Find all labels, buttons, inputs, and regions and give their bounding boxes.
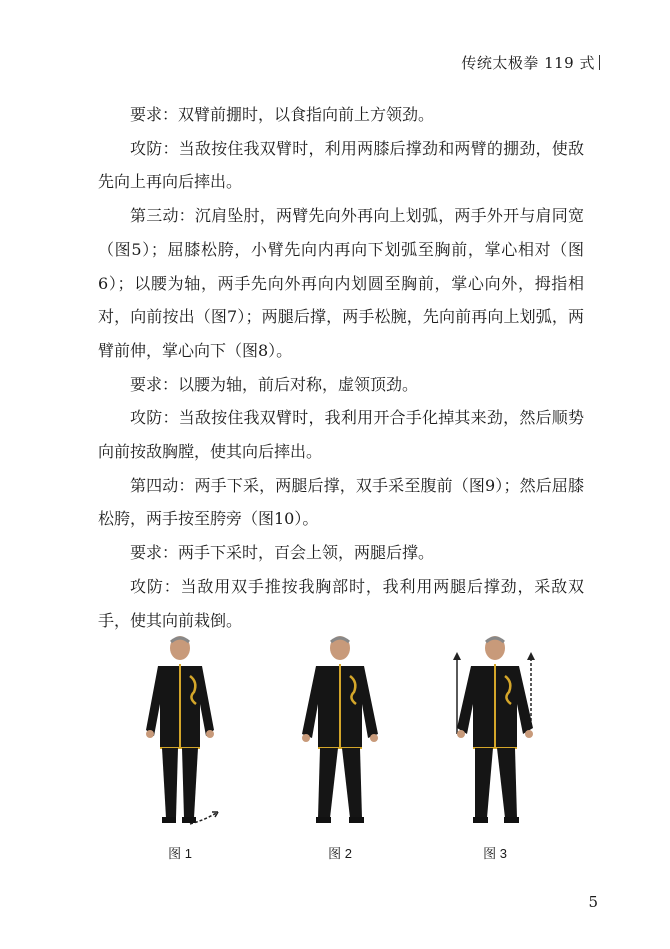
- header-divider: [599, 55, 600, 70]
- page-number: 5: [588, 893, 598, 911]
- paragraph: 要求：两手下采时，百会上领，两腿后撑。: [130, 543, 435, 563]
- paragraph: 第四动：两手下采，两腿后撑，双手采至腹前（图9）；然后屈膝松胯，两手按至胯旁（图10）。: [98, 475, 584, 529]
- figure-2: [280, 630, 400, 870]
- figure-1-caption: 图 1: [168, 846, 192, 861]
- taichi-figure-3-image: [435, 630, 555, 840]
- taichi-figure-1-image: [120, 630, 240, 840]
- paragraph: 要求：双臂前掤时，以食指向前上方领劲。: [130, 105, 435, 124]
- figure-3: [435, 630, 555, 870]
- book-title: 传统太极拳 119 式: [461, 54, 595, 72]
- running-header: [461, 52, 600, 73]
- paragraph: 要求：以腰为轴，前后对称，虚领顶劲。: [130, 374, 419, 394]
- figure-2-caption: 图 2: [328, 846, 352, 861]
- paragraph: 第三动：沉肩坠肘，两臂先向外再向上划弧，两手外开与肩同宽（图5）；屈膝松胯，小臂先向内再向下划弧至胸前，掌心相对（图6）；以腰为轴，两手先向外再向内划圆至胸前，掌心向外，拇指相对，向前按出（图7）；两腿后撑，两手松腕，先向前再向上划弧，两臂前伸，掌心向下（图8）。: [98, 206, 584, 360]
- figure-1: [120, 630, 240, 870]
- paragraph: 攻防：当敌用双手推按我胸部时，我利用两腿后撑劲，采敌双手，使其向前栽倒。: [98, 576, 584, 630]
- taichi-figure-2-image: [280, 630, 400, 840]
- figure-row: [120, 630, 560, 870]
- paragraph: 攻防：当敌按住我双臂时，我利用开合手化掉其来劲，然后顺势向前按敌胸膛，使其向后摔出。: [98, 408, 584, 462]
- figure-3-caption: 图 3: [483, 846, 507, 861]
- body-text: [98, 98, 584, 637]
- paragraph: 攻防：当敌按住我双臂时，利用两膝后撑劲和两臂的掤劲，使敌先向上再向后摔出。: [98, 138, 584, 192]
